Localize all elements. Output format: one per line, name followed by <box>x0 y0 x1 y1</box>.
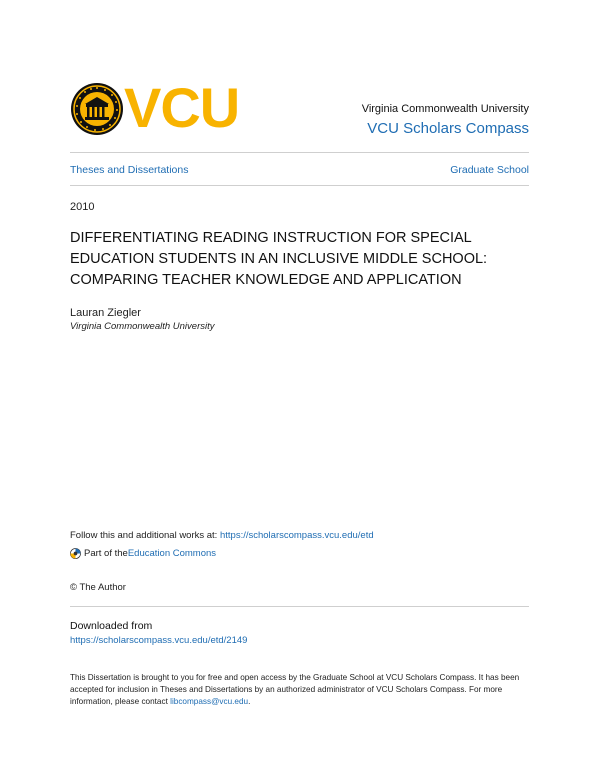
access-notice <box>70 672 540 708</box>
title-line: EDUCATION STUDENTS IN AN INCLUSIVE MIDDLE SCHOOL: <box>70 251 488 267</box>
part-of-prefix: Part of the <box>84 548 128 559</box>
part-of-line <box>70 548 216 559</box>
follow-line <box>70 530 374 541</box>
divider <box>70 152 529 153</box>
copyright-notice: © The Author <box>70 582 126 593</box>
divider <box>70 185 529 186</box>
collection-link[interactable]: Theses and Dissertations <box>70 164 189 176</box>
vcu-wordmark: VCU <box>124 76 240 139</box>
follow-url-link[interactable]: https://scholarscompass.vcu.edu/etd <box>219 530 374 541</box>
title-line: DIFFERENTIATING READING INSTRUCTION FOR SPECIAL <box>70 230 472 246</box>
divider <box>70 606 529 607</box>
repository-link[interactable]: VCU Scholars Compass <box>367 120 529 137</box>
institution-name: Virginia Commonwealth University <box>361 103 529 115</box>
author-name: Lauran Ziegler <box>70 307 141 319</box>
education-commons-link[interactable]: Education Commons <box>127 548 217 559</box>
notice-suffix: . <box>248 697 251 706</box>
follow-prefix: Follow this and additional works at: <box>70 530 220 541</box>
publication-year: 2010 <box>70 201 95 213</box>
school-link[interactable]: Graduate School <box>450 164 529 176</box>
vcu-logo <box>70 76 260 139</box>
download-url-link[interactable]: https://scholarscompass.vcu.edu/etd/2149 <box>70 635 248 646</box>
author-affiliation: Virginia Commonwealth University <box>70 321 215 332</box>
network-commons-icon <box>70 548 81 559</box>
vcu-seal-icon <box>70 82 124 136</box>
downloaded-from-heading: Downloaded from <box>70 620 153 632</box>
title-line: COMPARING TEACHER KNOWLEDGE AND APPLICATION <box>70 272 462 288</box>
document-title <box>70 228 540 291</box>
contact-email-link[interactable]: libcompass@vcu.edu <box>170 697 249 706</box>
notice-text: This Dissertation is brought to you for free and open access by the Graduate School at VCU Scholars Compass. It has been accepted for inclusion in Theses and Dissertations by an authorized administrator of VCU Scholars Compass. For more information, please contact <box>70 673 520 706</box>
